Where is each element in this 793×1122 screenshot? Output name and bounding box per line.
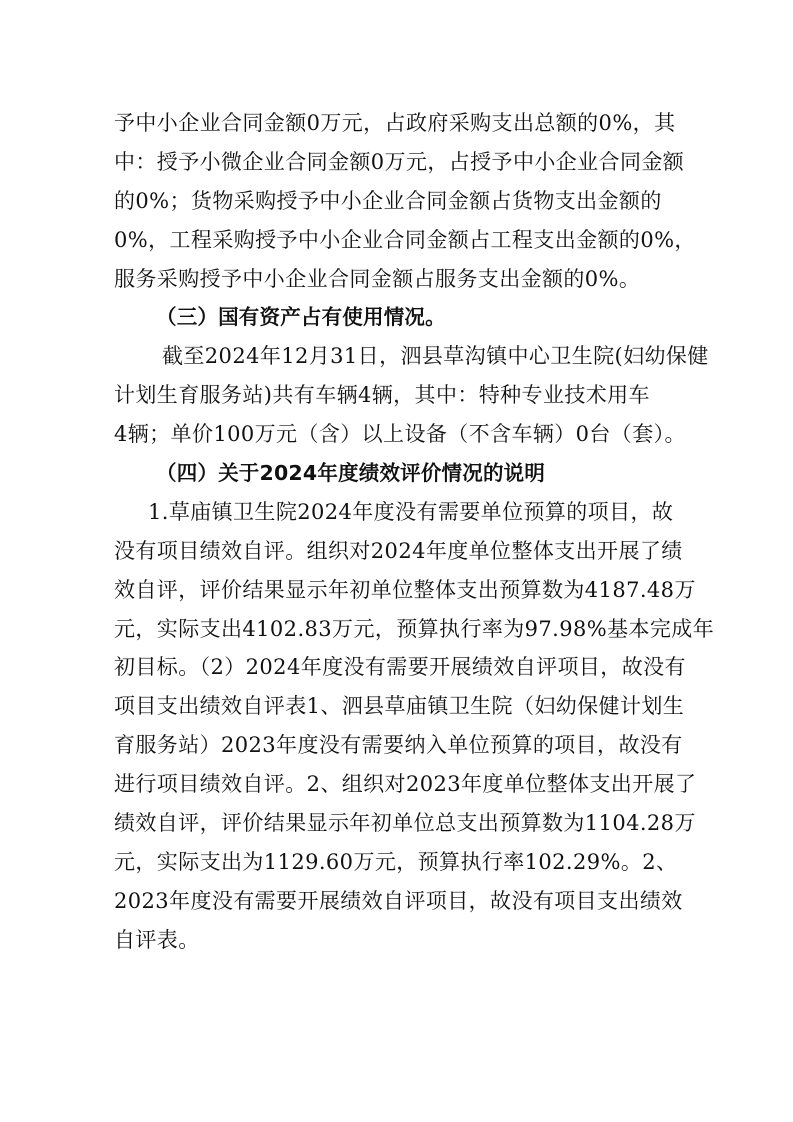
text-line: 初目标。（2）2024年度没有需要开展绩效自评项目，故没有: [114, 655, 686, 680]
text-line: 0%，工程采购授予中小企业合同金额占工程支出金额的0%，: [114, 227, 696, 252]
text-line: 没有项目绩效自评。组织对2024年度单位整体支出开展了绩: [114, 538, 683, 563]
text-line: 1.草庙镇卫生院2024年度没有需要单位预算的项目，故: [148, 499, 674, 524]
text-line: 中：授予小微企业合同金额0万元，占授予中小企业合同金额: [114, 149, 685, 174]
text-line: 截至2024年12月31日，泗县草沟镇中心卫生院(妇幼保健: [162, 344, 709, 369]
text-line: 自评表。: [114, 927, 200, 952]
text-line: 项目支出绩效自评表1、泗县草庙镇卫生院（妇幼保健计划生: [114, 694, 685, 719]
text-line: 育服务站）2023年度没有需要纳入单位预算的项目，故没有: [114, 733, 683, 758]
section-heading-3: （三）国有资产占有使用情况。: [156, 305, 446, 330]
text-line: 计划生育服务站)共有车辆4辆，其中：特种专业技术用车: [114, 383, 650, 408]
text-line: 元，实际支出为1129.60万元，预算执行率102.29%。2、: [114, 849, 678, 874]
text-line: 元，实际支出4102.83万元，预算执行率为97.98%基本完成年: [114, 616, 715, 641]
text-line: 绩效自评，评价结果显示年初单位总支出预算数为1104.28万: [114, 811, 696, 836]
text-line: 效自评，评价结果显示年初单位整体支出预算数为4187.48万: [114, 577, 696, 602]
text-line: 予中小企业合同金额0万元，占政府采购支出总额的0%，其: [114, 111, 676, 135]
text-line: 4辆；单价100万元（含）以上设备（不含车辆）0台（套）。: [114, 422, 686, 447]
text-line: 服务采购授予中小企业合同金额占服务支出金额的0%。: [114, 266, 641, 291]
section-heading-4: （四）关于2024年度绩效评价情况的说明: [156, 461, 546, 486]
text-line: 2023年度没有需要开展绩效自评项目，故没有项目支出绩效: [114, 888, 683, 913]
document-body: [114, 104, 715, 960]
text-line: 进行项目绩效自评。2、组织对2023年度单位整体支出开展了: [114, 772, 697, 797]
text-line: 的0%；货物采购授予中小企业合同金额占货物支出金额的: [114, 188, 662, 213]
